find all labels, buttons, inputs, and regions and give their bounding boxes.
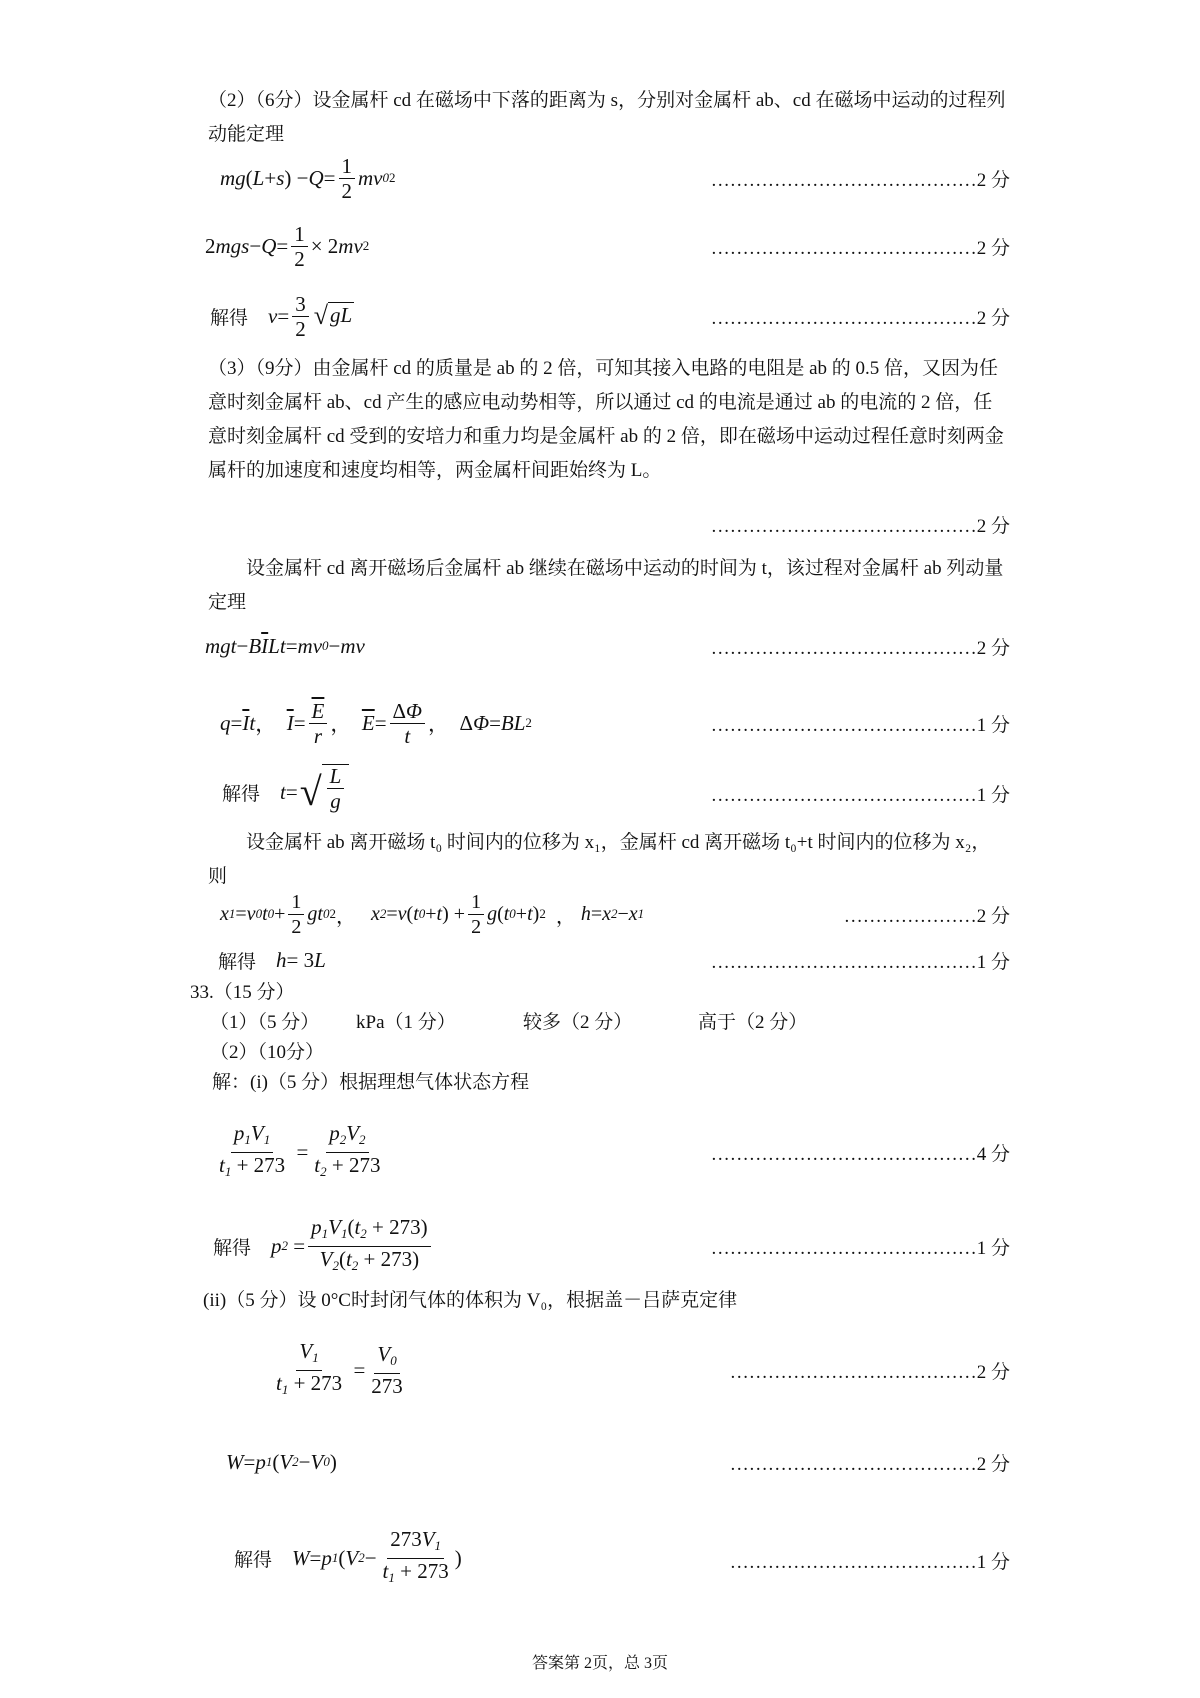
- score-eq4: ……………………………………2 分: [710, 637, 1010, 659]
- score-eq6: ……………………………………1 分: [710, 784, 1010, 806]
- score-eq3: ……………………………………2 分: [710, 307, 1010, 329]
- score-eq8: ……………………………………1 分: [710, 951, 1010, 973]
- equation-gay-lussac: $\frac{V_1}{t_1 + 273}$ = $\frac{V_0}{273}$: [276, 1338, 403, 1398]
- equation-energy-ab: mg ( L + s ) − Q = $\frac{1}{2}$ mv 0 2: [220, 153, 396, 203]
- solve-label: 解得: [210, 307, 249, 329]
- score-eq13: …………………………………1 分: [729, 1551, 1010, 1573]
- q33-part2-label: （2）（10分）: [210, 1042, 325, 1063]
- equation-momentum: mgt − B $\overline{I}$ Lt = mv 0 − mv: [205, 633, 365, 658]
- equation-result-v: 解得 v = $\frac{3}{2}$ √ gL: [210, 291, 353, 341]
- equation-energy-cd: 2 mgs − Q = $\frac{1}{2}$ × 2 mv 2: [205, 221, 370, 271]
- question-33-title: 33.（15 分）: [190, 982, 295, 1003]
- score-para: ……………………………………2 分: [710, 515, 1010, 537]
- solve-label: 解得: [213, 1237, 252, 1259]
- equation-result-p2: 解得 p 2 = $\frac{p_1V_1(t_2 + 273)}{V_2(t_2 + 273)}$: [213, 1210, 434, 1282]
- score-eq12: …………………………………2 分: [729, 1453, 1010, 1475]
- equation-result-t: 解得 t = √ $\frac{L}{g}$: [222, 758, 349, 826]
- solve-label: 解得: [218, 951, 257, 973]
- page-footer: 答案第 2页，总 3页: [531, 1655, 668, 1672]
- score-eq1: ……………………………………2 分: [710, 169, 1010, 191]
- q33-solution-i: 解：(i)（5 分）根据理想气体状态方程: [212, 1072, 530, 1093]
- section-2-intro: （2）（6分）设金属杆 cd 在磁场中下落的距离为 s，分别对金属杆 ab、cd 在磁场中运动的过程列动能定理: [208, 90, 1006, 145]
- section-3-intro: （3）（9分）由金属杆 cd 的质量是 ab 的 2 倍，可知其接入电路的电阻是 ab 的 0.5 倍，又因为任意时刻金属杆 ab、cd 产生的感应电动势相等，所以通过 cd 的电流是通过 ab 的电流的 2 倍，任意时刻金属杆 cd 受到的安培力和重力均是金属杆 ab 的 2 倍，即在磁场中运动过程任意时刻两金属杆的加速度和速度均相等，两金属杆间距始终为 L。: [208, 358, 1004, 481]
- equation-charge: q = $\overline{I}$ t ， $\overline{I}$ = $\frac{\overline{E}}{r}$ ， $\overline{E}$ = $\frac{\Delta\Phi}{t}$ ， Δ Φ = BL 2: [220, 698, 532, 748]
- score-eq10: ……………………………………1 分: [710, 1237, 1010, 1259]
- score-eq7: …………………2 分: [843, 905, 1010, 927]
- equation-work: W = p 1 ( V 2 − V 0 ): [226, 1449, 337, 1474]
- score-eq2: ……………………………………2 分: [710, 237, 1010, 259]
- equation-result-h: 解得 h = 3 L: [218, 947, 326, 973]
- momentum-intro: 设金属杆 cd 离开磁场后金属杆 ab 继续在磁场中运动的时间为 t，该过程对金属杆 ab 列动量定理: [208, 558, 1004, 613]
- equation-result-w: 解得 W = p 1 ( V 2 − $\frac{273V_1}{t_1 + 273}$ ): [234, 1526, 462, 1585]
- q33-solution-ii: (ii)（5 分）设 0°C时封闭气体的体积为 V₀，根据盖－吕萨克定律: [203, 1290, 738, 1311]
- displacement-intro: 设金属杆 ab 离开磁场 t₀ 时间内的位移为 x₁，金属杆 cd 离开磁场 t₀+t 时间内的位移为 x₂，则: [208, 832, 991, 887]
- q33-part1-answer-a: kPa（1 分）: [356, 1012, 456, 1033]
- solve-label: 解得: [222, 783, 261, 805]
- q33-part1-answer-c: 高于（2 分）: [698, 1012, 808, 1033]
- equation-displacements: x 1 = v 0 t 0 + $\frac{1}{2}$ gt 0 2 ， x 2 = v ( t 0 + t ) + $\frac{1}{2}$ g ( t 0 + t ) 2 ， h = x 2 − x 1: [220, 890, 645, 938]
- q33-part1-label: （1）（5 分）: [210, 1012, 320, 1033]
- score-eq11: …………………………………2 分: [729, 1361, 1010, 1383]
- solve-label: 解得: [234, 1549, 273, 1571]
- equation-ideal-gas: $\frac{p_1V_1}{t_1 + 273}$ = $\frac{p_2V_2}{t_2 + 273}$: [219, 1120, 381, 1179]
- score-eq9: ……………………………………4 分: [710, 1143, 1010, 1165]
- score-eq5: ……………………………………1 分: [710, 714, 1010, 736]
- q33-part1-answer-b: 较多（2 分）: [523, 1012, 633, 1033]
